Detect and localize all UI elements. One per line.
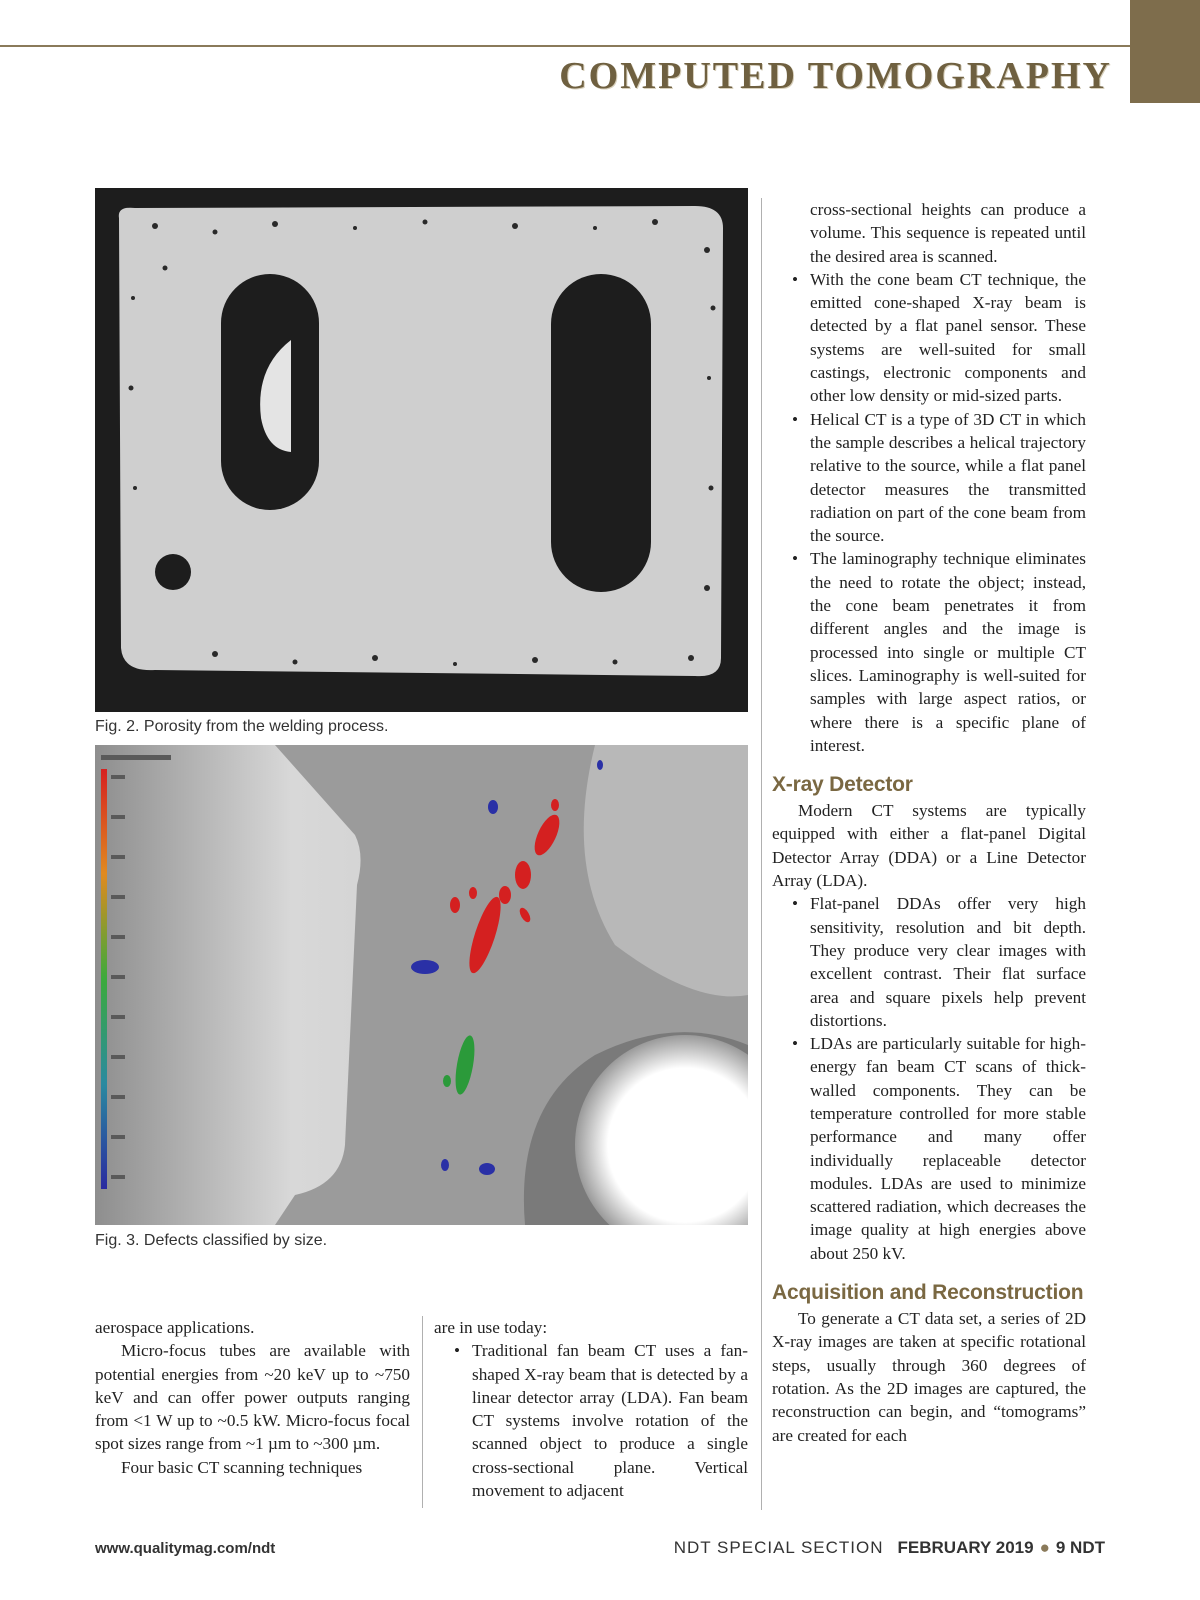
section-heading-acquisition: Acquisition and Reconstruction xyxy=(772,1281,1084,1305)
paragraph: Modern CT systems are typically equipped with either a flat-panel Digital Detector Array (DDA) or a Line Detector Array (LDA). xyxy=(772,801,1086,891)
paragraph: Four basic CT scanning techniques xyxy=(121,1457,363,1477)
figure-2-caption: Fig. 2. Porosity from the welding process. xyxy=(95,718,389,735)
list-item: • Flat-panel DDAs offer very high sensitivity, resolution and bit depth. They produce very clear images with excellent contrast. Their flat surface area and square pixels help prevent distortions. xyxy=(792,894,1086,1030)
footer-section: NDT SPECIAL SECTION xyxy=(673,1538,884,1557)
header-color-block xyxy=(1130,0,1200,103)
defect-map-graphic xyxy=(95,745,748,1225)
left-column xyxy=(95,1316,410,1479)
right-column xyxy=(772,198,1086,1447)
list-item: • With the cone beam CT technique, the emitted cone-shaped X-ray beam is detected by a flat panel sensor. These systems are well-suited for small castings, electronic components and other low density or mid-sized parts. xyxy=(792,269,1086,406)
list-item: cross-sectional heights can produce a volume. This sequence is repeated until the desired area is scanned. xyxy=(810,200,1086,266)
ct-slice-graphic xyxy=(95,188,748,712)
list-item: • Helical CT is a type of 3D CT in which the sample describes a helical trajectory relative to the source, while a flat panel detector measures the transmitted radiation on part of the cone beam from the source. xyxy=(792,409,1086,546)
list-item: • Traditional fan beam CT uses a fan-shaped X-ray beam that is detected by a linear detector array (LDA). Fan beam CT systems involve rotation of the scanned object to produce a single cross-sectional plane. Vertical movement to adjacent xyxy=(454,1341,748,1501)
figure-2-image xyxy=(95,188,748,712)
paragraph: aerospace applications. xyxy=(95,1318,255,1337)
footer-bullet-icon: ● xyxy=(1039,1538,1050,1557)
paragraph: To generate a CT data set, a series of 2D X-ray images are taken at specific rotational steps, usually through 360 degrees of rotation. As the 2D images are captured, the reconstruction can begin, and “tomograms” are created for each xyxy=(772,1309,1086,1445)
footer-url: www.qualitymag.com/ndt xyxy=(95,1540,276,1557)
column-divider xyxy=(761,198,762,1510)
list-item: • LDAs are particularly suitable for high-energy fan beam CT scans of thick-walled components. They can be temperature controlled for more stable performance and many offer individually replaceable detector modules. LDAs are used to minimize scattered radiation, which decreases the image quality at high energies above about 250 kV. xyxy=(792,1034,1086,1263)
paragraph: Micro-focus tubes are available with potential energies from ~20 keV up to ~750 keV and can offer power outputs ranging from <1 W up to ~0.5 kW. Micro-focus focal spot sizes range from ~1 µm to ~300 µm. xyxy=(95,1341,410,1454)
figure-3-caption: Fig. 3. Defects classified by size. xyxy=(95,1232,328,1249)
section-title: COMPUTED TOMOGRAPHY xyxy=(559,55,1112,97)
footer-page: 9 NDT xyxy=(1055,1538,1105,1557)
section-heading-detector: X-ray Detector xyxy=(772,773,913,797)
footer-date: FEBRUARY 2019 xyxy=(897,1538,1034,1557)
middle-column xyxy=(434,1316,748,1502)
column-divider xyxy=(422,1316,423,1508)
list-item: • The laminography technique eliminates the need to rotate the object; instead, the cone beam penetrates it from different angles and the image is processed into single or multiple CT slices. Laminography is well-suited for samples with large aspect ratios, or where there is a specific plane of interest. xyxy=(792,549,1086,755)
paragraph: are in use today: xyxy=(434,1318,548,1337)
figure-3-image xyxy=(95,745,748,1225)
footer-folio xyxy=(674,1538,1105,1558)
header-rule xyxy=(0,45,1130,47)
